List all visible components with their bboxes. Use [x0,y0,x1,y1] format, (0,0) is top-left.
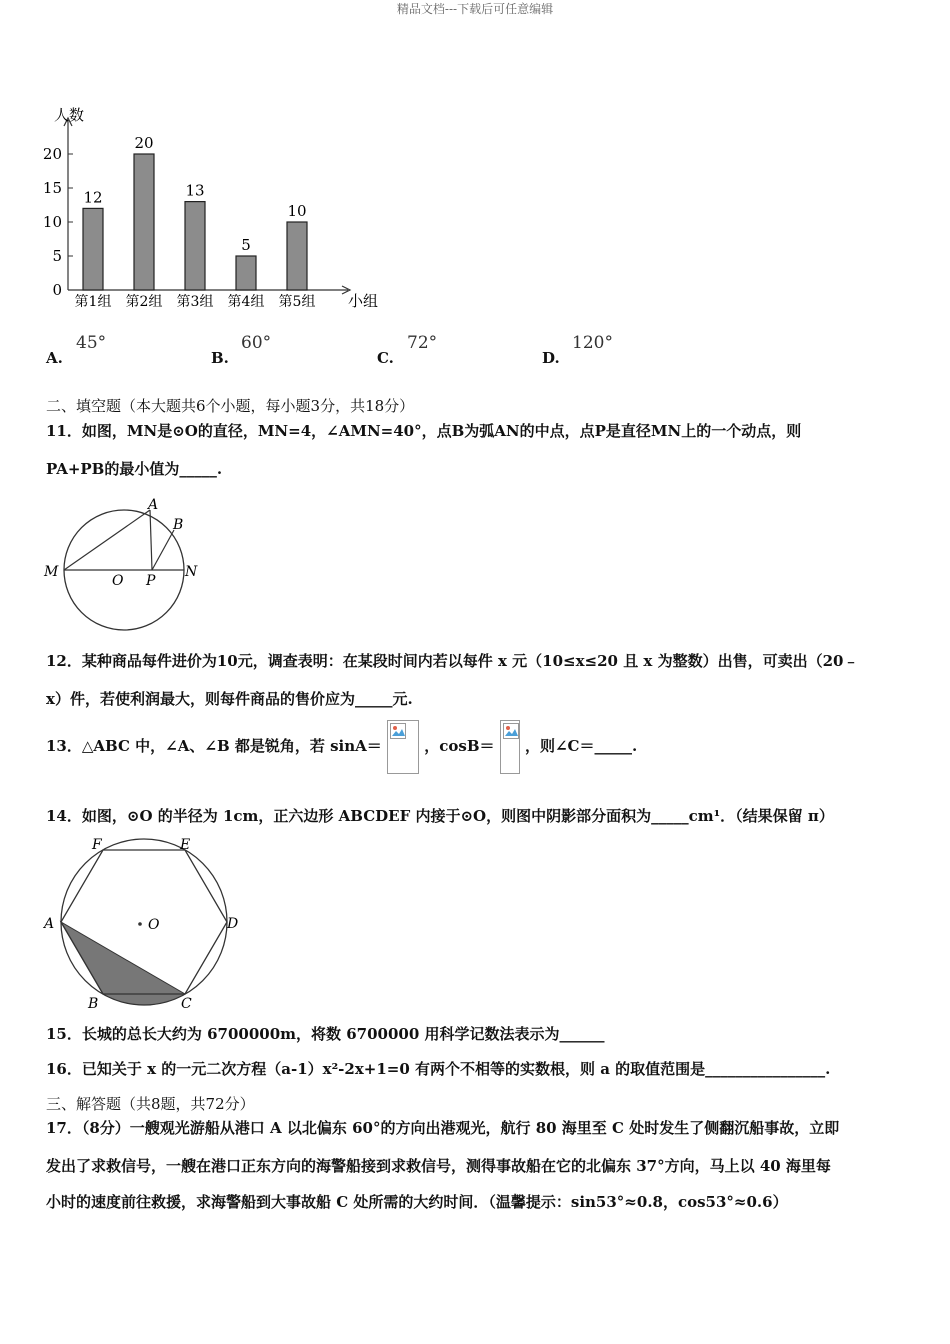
center-dot [138,922,142,926]
q17-line1: 17．（8分）一艘观光游船从港口 A 以北偏东 60°的方向出港观光，航行 80 海里至 C 处时发生了侧翻沉船事故，立即 [46,1119,840,1137]
broken-image-icon [387,720,419,774]
label-o: O [148,917,160,933]
q11-circle-figure [40,496,205,631]
label-p: P [146,573,156,589]
x-axis-label: 小组 [348,292,379,310]
category-label: 第4组 [227,294,265,310]
shaded-region [61,922,185,1005]
option-letter: C. [377,349,394,367]
y-tick-label: 15 [42,179,62,197]
label-a: A [44,916,55,932]
label-e: E [180,837,191,853]
category-label: 第1组 [74,294,112,310]
bar [134,154,154,290]
y-axis-label: 人数 [54,106,85,124]
label-b: B [88,996,99,1010]
label-n: N [185,564,198,580]
option-value: 45° [76,333,107,353]
q12-line2: x）件，若使利润最大，则每件商品的售价应为_____元. [46,690,413,708]
bar-value-label: 20 [134,134,154,152]
q15-text: 15．长城的总长大约为 6700000m，将数 6700000 用科学记数法表示为______ [46,1025,605,1043]
q14-text: 14．如图，⊙O 的半径为 1cm，正六边形 ABCDEF 内接于⊙O，则图中阴影部分面积为_____cm¹．（结果保留 π） [46,807,834,825]
broken-image-icon [500,720,520,774]
section2-title: 二、填空题（本大题共6个小题，每小题3分，共18分） [46,397,415,415]
q13-line [46,718,637,774]
bar-chart [40,100,400,315]
option-letter: B. [211,349,229,367]
q17-line3: 小时的速度前往救援，求海警船到大事故船 C 处所需的大约时间．（温馨提示：sin53°≈0.8，cos53°≈0.6） [46,1193,788,1211]
q13-part3: ，则∠C＝_____. [524,737,638,755]
label-m: M [44,564,59,580]
category-label: 第2组 [125,294,163,310]
q17-line2: 发出了求救信号，一艘在港口正东方向的海警船接到求救信号，测得事故船在它的北偏东 37°方向，马上以 40 海里每 [46,1157,831,1175]
label-f: F [92,837,102,853]
bar [287,222,307,290]
q16-text: 16．已知关于 x 的一元二次方程（a-1）x²-2x+1=0 有两个不相等的实数根，则 a 的取值范围是________________. [46,1060,831,1078]
bar-value-label: 10 [287,202,307,220]
q12-line1: 12．某种商品每件进价为10元，调查表明：在某段时间内若以每件 x 元（10≤x≤20 且 x 为整数）出售，可卖出（20﹣ [46,652,859,670]
category-label: 第5组 [278,294,316,310]
bar [83,208,103,290]
option-value: 60° [241,333,272,353]
segment-pa [150,510,152,570]
q11-line2: PA+PB的最小值为_____. [46,460,223,478]
label-o: O [112,573,124,589]
label-d: D [227,916,239,932]
q13-part2: ，cosB＝ [424,737,495,755]
bar-value-label: 13 [185,181,205,200]
page-header: 精品文档---下载后可任意编辑 [396,2,554,16]
bar [236,256,256,290]
category-label: 第3组 [176,294,214,310]
option-letter: D. [542,349,560,367]
q11-line1: 11．如图，MN是⊙O的直径，MN=4，∠AMN=40°，点B为弧AN的中点，点P是直径MN上的一个动点，则 [46,422,802,440]
bar-value-label: 5 [241,236,251,254]
q13-part1: 13．△ABC 中，∠A、∠B 都是锐角，若 sinA＝ [46,737,382,755]
y-tick-label: 0 [52,281,62,299]
label-b: B [173,517,184,533]
segment-pb [152,530,174,570]
bar [185,202,205,290]
bar-value-label: 12 [83,188,103,207]
section3-title: 三、解答题（共8题，共72分） [46,1095,255,1113]
y-tick-label: 5 [52,247,62,265]
segment-ma [64,510,150,570]
option-value: 72° [407,333,438,353]
option-letter: A. [46,349,63,367]
label-a: A [148,497,159,513]
option-value: 120° [572,333,613,353]
label-c: C [181,996,192,1010]
y-tick-label: 20 [42,145,62,163]
q14-hexagon-figure [40,830,245,1010]
y-tick-label: 10 [42,213,62,231]
